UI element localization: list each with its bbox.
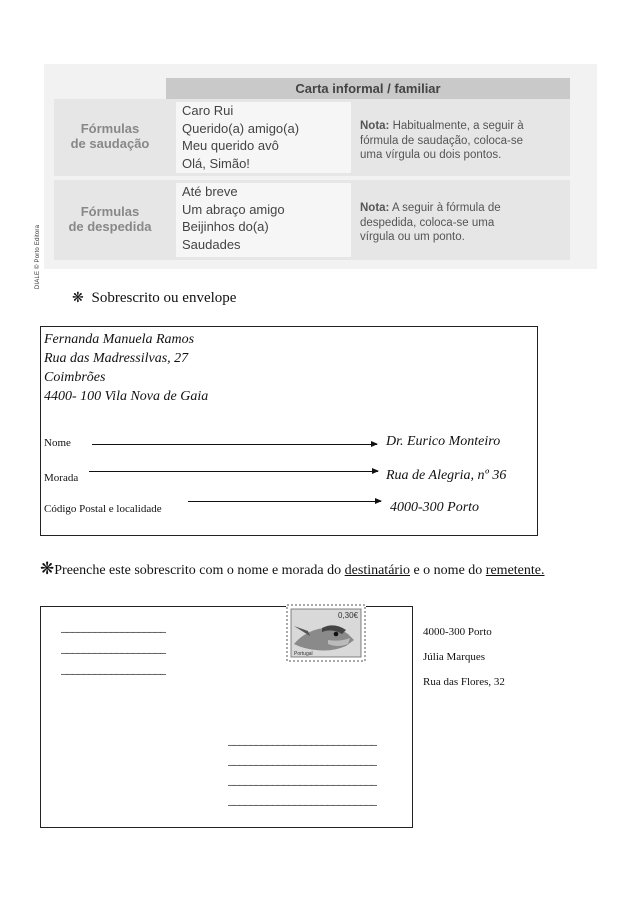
farewell-phrase: Até breve <box>182 184 238 199</box>
farewell-phrase: Beijinhos do(a) <box>182 219 269 234</box>
farewell-row <box>54 180 570 260</box>
letter-formulas-table <box>35 64 597 290</box>
blank-envelope <box>40 606 413 828</box>
greeting-label: Fórmulas de saudação <box>70 121 150 151</box>
farewell-phrase: Um abraço amigo <box>182 201 285 217</box>
name-field-value: Dr. Eurico Monteiro <box>386 434 501 449</box>
example-envelope <box>40 326 538 536</box>
farewell-phrases <box>176 183 351 257</box>
asterisk-icon: ❋ <box>40 559 55 578</box>
stamp-country: Portugal <box>294 651 313 657</box>
sender-blank-line[interactable]: ___________________ <box>61 619 166 634</box>
greeting-row <box>54 99 570 176</box>
publisher-credit: DIALE © Porto Editora <box>35 224 42 290</box>
info-name: Júlia Marques <box>423 651 486 663</box>
address-arrow <box>89 471 378 472</box>
address-field-label: Morada <box>44 472 79 484</box>
greeting-phrase: Olá, Simão! <box>182 155 250 171</box>
farewell-note: Nota: A seguir à fórmula de despedida, coloca-se uma vírgula ou um ponto. <box>360 202 501 243</box>
postal-field-label: Código Postal e localidade <box>44 503 162 515</box>
postal-arrow <box>188 501 381 502</box>
instruction-text: ❋Preenche este sobrescrito com o nome e morada do destinatário e o nome do remetente. <box>40 559 545 578</box>
greeting-phrase: Querido(a) amigo(a) <box>182 120 300 136</box>
greeting-phrase: Caro Rui <box>182 103 234 118</box>
address-field-value: Rua de Alegria, nº 36 <box>386 468 507 483</box>
postal-field-value: 4000-300 Porto <box>390 500 480 515</box>
greeting-note: Nota: Habitualmente, a seguir à fórmula de saudação, coloca-se uma vírgula ou dois pontos. <box>360 120 524 161</box>
greeting-phrases <box>176 102 351 173</box>
info-postal-code: 4000-300 Porto <box>423 626 492 638</box>
recipient-blank-line[interactable]: ___________________________ <box>228 752 377 767</box>
recipient-blank-line[interactable]: ___________________________ <box>228 772 377 787</box>
stamp-value: 0,30€ <box>338 611 359 620</box>
greeting-phrase: Meu querido avô <box>182 138 279 153</box>
sender-address: Fernanda Manuela Ramos Rua das Madressilvas, 27 Coimbrões 4400- 100 Vila Nova de Gaia <box>44 332 209 404</box>
asterisk-icon: ❋ <box>72 291 84 306</box>
info-address: Rua das Flores, 32 <box>423 676 505 688</box>
postage-stamp-icon <box>286 604 366 662</box>
sender-blank-line[interactable]: ___________________ <box>61 640 166 655</box>
name-field-label: Nome <box>44 437 71 449</box>
recipient-blank-line[interactable]: ___________________________ <box>228 732 377 747</box>
recipient-blank-line[interactable]: ___________________________ <box>228 792 377 807</box>
farewell-phrase: Saudades <box>182 236 241 252</box>
section-heading: ❋ Sobrescrito ou envelope <box>72 290 237 306</box>
table-header: Carta informal / familiar <box>166 78 570 99</box>
sender-blank-line[interactable]: ___________________ <box>61 661 166 676</box>
name-arrow <box>92 444 377 445</box>
farewell-label: Fórmulas de despedida <box>68 204 152 234</box>
